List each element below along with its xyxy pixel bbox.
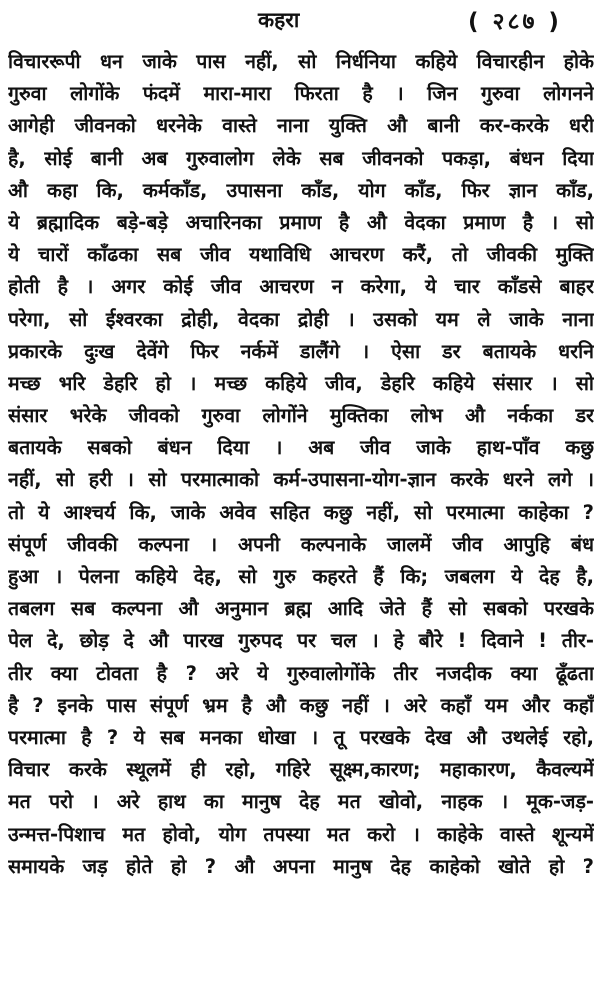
text-line: तो ये आश्चर्य कि, जाके अवेव सहित कछु नहीं, सो परमात्मा काहेका ?: [8, 500, 594, 524]
text-line: परेगा, सो ईश्वरका द्रोही, वेदका द्रोही । उसको यम ले जाके नाना: [8, 307, 594, 331]
running-header: [0, 4, 600, 38]
text-line: ये चारों काँढका सब जीव यथाविधि आचरण करैं, तो जीवकी मुक्ति: [8, 243, 594, 267]
text-line: मच्छ भरि डेहरि हो । मच्छ कहिये जीव, डेहरि कहिये संसार । सो: [8, 371, 594, 395]
text-line: गुरुवा लोगोंके फंदमें मारा-मारा फिरता है । जिन गुरुवा लोगनने: [8, 82, 594, 106]
text-line: तबलग सब कल्पना औ अनुमान ब्रह्म आदि जेते हैं सो सबको परखके: [8, 597, 594, 621]
text-line: आगेही जीवनको धरनेके वास्ते नाना युक्ति औ बानी कर-करके धरी: [8, 114, 594, 138]
text-line: नहीं, सो हरी । सो परमात्माको कर्म-उपासना-योग-ज्ञान करके धरने लगे ।: [8, 468, 594, 492]
text-line: बतायके सबको बंधन दिया । अब जीव जाके हाथ-पाँव कछु: [8, 436, 594, 460]
text-line: समायके जड़ होते हो ? औ अपना मानुष देह काहेको खोते हो ?: [8, 854, 594, 878]
text-line: विचाररूपी धन जाके पास नहीं, सो निर्धनिया कहिये विचारहीन होके: [8, 50, 594, 73]
text-line: औ कहा कि, कर्मकाँड, उपासना काँड, योग काँड, फिर ज्ञान काँड,: [8, 178, 594, 202]
text-line: तीर क्या टोवता है ? अरे ये गुरुवालोगोंके तीर नजदीक क्या ढूँढता: [8, 661, 594, 685]
text-line: परमात्मा है ? ये सब मनका धोखा । तू परखके देख औ उथलेई रहो,: [8, 725, 594, 749]
text-line: विचार करके स्थूलमें ही रहो, गहिरे सूक्ष्म,कारण; महाकारण, कैवल्यमें: [8, 758, 594, 782]
text-line: हुआ । पेलना कहिये देह, सो गुरु कहरते हैं कि; जबलग ये देह है,: [8, 565, 594, 588]
text-line: प्रकारके दुःख देवेंगे फिर नर्कमें डालैंगे । ऐसा डर बतायके धरनि: [8, 339, 594, 363]
text-line: पेल दे, छोड़ दे औ पारख गुरुपद पर चल । हे बौरे ! दिवाने ! तीर-: [8, 629, 594, 653]
text-line: है, सोई बानी अब गुरुवालोग लेके सब जीवनको पकड़ा, बंधन दिया: [8, 146, 594, 170]
text-line: संसार भरेके जीवको गुरुवा लोगोंने मुक्तिका लोभ औ नर्कका डर: [8, 404, 594, 428]
text-line: है ? इनके पास संपूर्ण भ्रम है औ कछु नहीं । अरे कहाँ यम और कहाँ: [8, 693, 594, 717]
chapter-title: कहरा: [258, 8, 300, 32]
text-line: मत परो । अरे हाथ का मानुष देह मत खोवो, नाहक । मूक-जड़-: [8, 790, 594, 814]
text-line: उन्मत्त-पिशाच मत होवो, योग तपस्या मत करो । काहेके वास्ते शून्यमें: [8, 822, 594, 846]
body-text: [8, 46, 594, 883]
text-line: होती है । अगर कोई जीव आचरण न करेगा, ये चार काँडसे बाहर: [8, 275, 594, 299]
text-line: ये ब्रह्मादिक बड़े-बड़े अचारिनका प्रमाण है औ वेदका प्रमाण है । सो: [8, 210, 594, 234]
page-number: ( २८७ ): [468, 9, 562, 35]
text-line: संपूर्ण जीवकी कल्पना । अपनी कल्पनाके जालमें जीव आपुहि बंध: [8, 532, 594, 556]
